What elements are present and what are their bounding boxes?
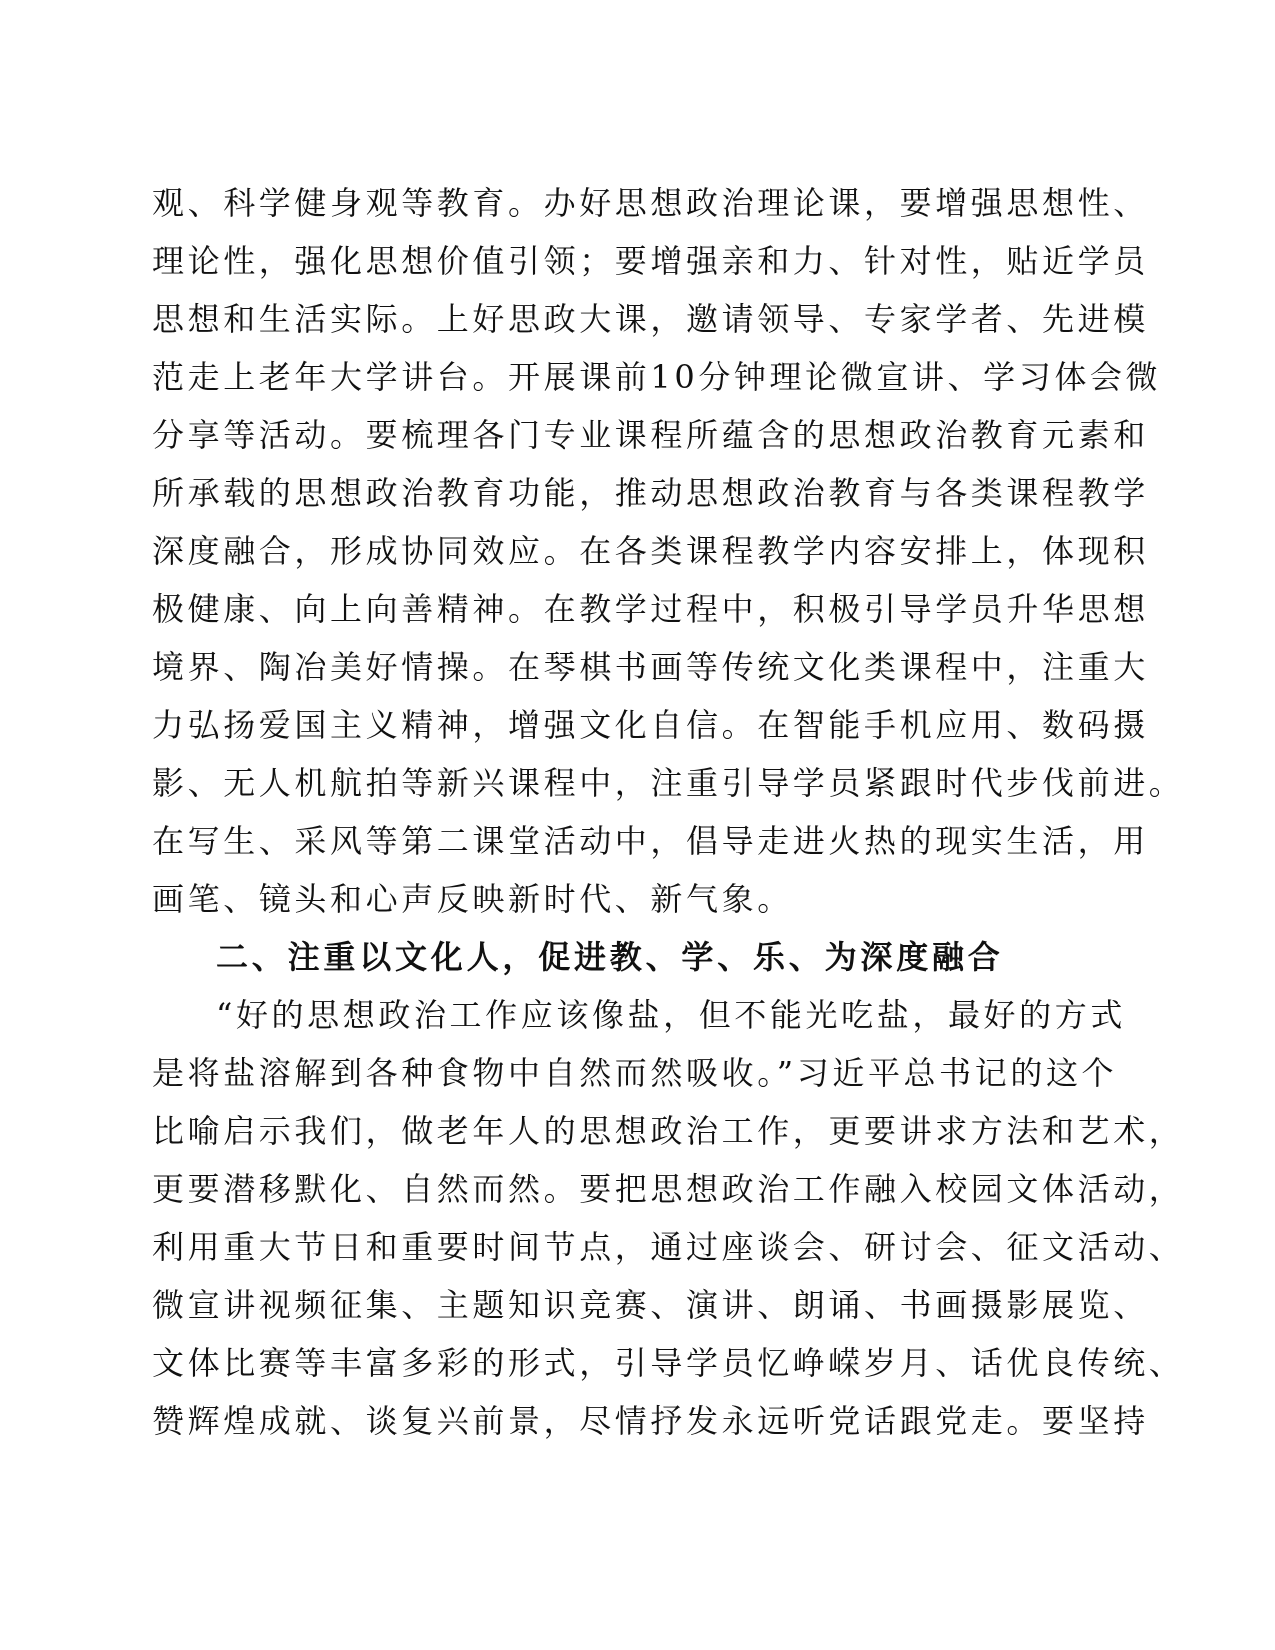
paragraph-2-line: “好的思想政治工作应该像盐，但不能光吃盐，最好的方式 [216, 996, 1126, 1034]
paragraph-1-line: 范走上老年大学讲台。开展课前10分钟理论微宣讲、学习体会微 [152, 358, 1162, 396]
section-heading: 二、注重以文化人，促进教、学、乐、为深度融合 [216, 938, 1004, 976]
paragraph-1-line: 思想和生活实际。上好思政大课，邀请领导、专家学者、先进模 [152, 300, 1149, 338]
paragraph-1-line: 观、科学健身观等教育。办好思想政治理论课，要增强思想性、 [152, 184, 1149, 222]
paragraph-2-line: 赞辉煌成就、谈复兴前景，尽情抒发永远听党话跟党走。要坚持 [152, 1402, 1149, 1440]
paragraph-1-line: 分享等活动。要梳理各门专业课程所蕴含的思想政治教育元素和 [152, 416, 1149, 454]
paragraph-1-line: 所承载的思想政治教育功能，推动思想政治教育与各类课程教学 [152, 474, 1149, 512]
paragraph-2-line: 比喻启示我们，做老年人的思想政治工作，更要讲求方法和艺术， [152, 1112, 1185, 1150]
paragraph-2-line: 利用重大节日和重要时间节点，通过座谈会、研讨会、征文活动、 [152, 1228, 1185, 1266]
paragraph-1-line: 深度融合，形成协同效应。在各类课程教学内容安排上，体现积 [152, 532, 1149, 570]
paragraph-1-line: 境界、陶冶美好情操。在琴棋书画等传统文化类课程中，注重大 [152, 648, 1149, 686]
paragraph-1-line: 力弘扬爱国主义精神，增强文化自信。在智能手机应用、数码摄 [152, 706, 1149, 744]
paragraph-1-line: 极健康、向上向善精神。在教学过程中，积极引导学员升华思想 [152, 590, 1149, 628]
paragraph-1-line: 在写生、采风等第二课堂活动中，倡导走进火热的现实生活，用 [152, 822, 1149, 860]
paragraph-1-line: 画笔、镜头和心声反映新时代、新气象。 [152, 880, 793, 918]
paragraph-1-line: 理论性，强化思想价值引领；要增强亲和力、针对性，贴近学员 [152, 242, 1149, 280]
paragraph-2-line: 微宣讲视频征集、主题知识竞赛、演讲、朗诵、书画摄影展览、 [152, 1286, 1149, 1324]
paragraph-2-line: 更要潜移默化、自然而然。要把思想政治工作融入校园文体活动， [152, 1170, 1185, 1208]
paragraph-2-line: 是将盐溶解到各种食物中自然而然吸收。”习近平总书记的这个 [152, 1054, 1118, 1092]
paragraph-2-line: 文体比赛等丰富多彩的形式，引导学员忆峥嵘岁月、话优良传统、 [152, 1344, 1185, 1382]
paragraph-1-line: 影、无人机航拍等新兴课程中，注重引导学员紧跟时代步伐前进。 [152, 764, 1185, 802]
